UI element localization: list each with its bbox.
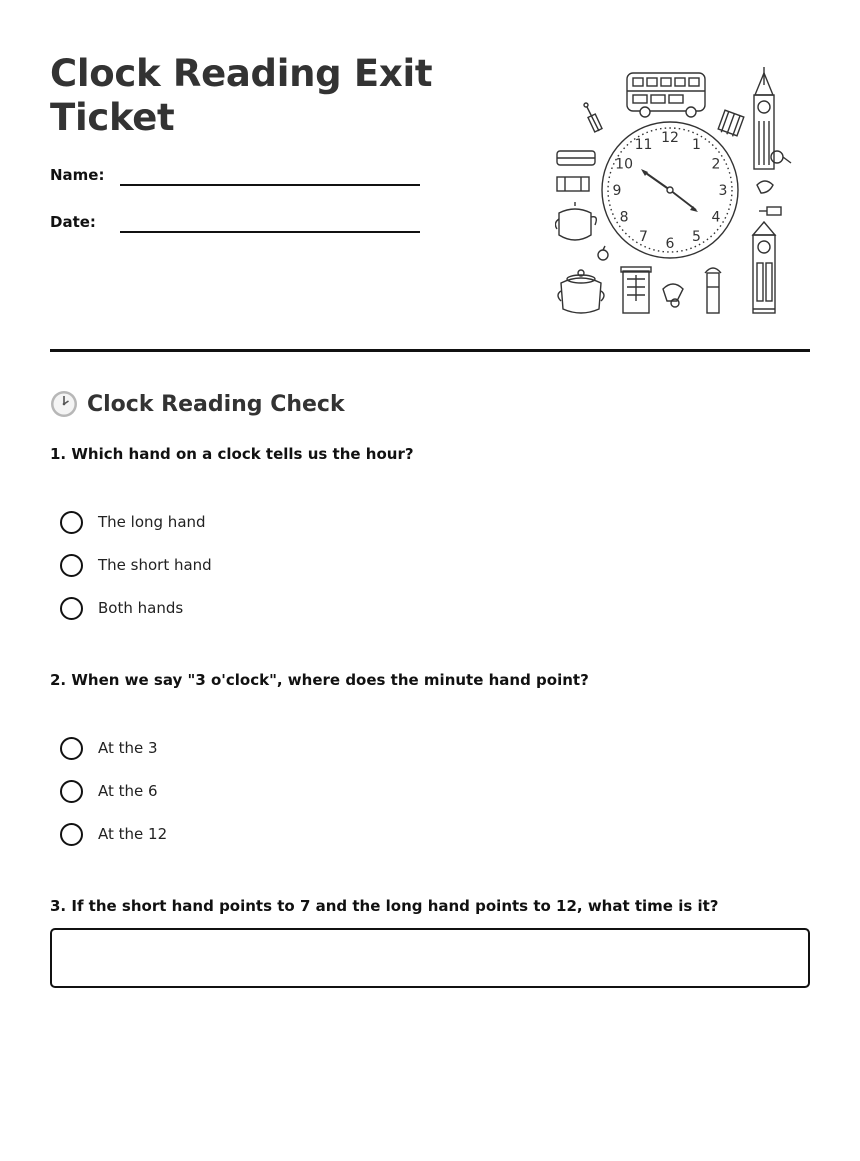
apple-icon	[598, 246, 608, 260]
q2-option-3[interactable]	[60, 821, 167, 847]
post-box-icon	[705, 268, 721, 313]
clock-number: 1	[692, 137, 701, 154]
train-icon	[557, 151, 595, 165]
clock-number: 11	[634, 137, 653, 154]
sugar-pot-icon	[558, 270, 604, 313]
q2-option-2[interactable]	[60, 778, 158, 804]
q1-option-2[interactable]	[60, 552, 212, 578]
q1-option-1[interactable]	[60, 509, 206, 535]
double-decker-bus-icon	[627, 73, 705, 117]
lamp-icon	[759, 207, 781, 215]
option-label: Both hands	[98, 599, 184, 617]
name-field[interactable]	[50, 166, 420, 190]
teapot-icon	[555, 202, 596, 240]
clock-number: 6	[665, 236, 675, 252]
q1-option-3[interactable]	[60, 595, 183, 621]
page-title: Clock Reading Exit Ticket	[50, 52, 433, 139]
option-label: The long hand	[98, 513, 206, 531]
big-ben-small-icon	[753, 222, 775, 313]
answer-input[interactable]	[50, 928, 810, 988]
clock-number: 7	[639, 228, 648, 245]
clock-number: 8	[619, 209, 629, 226]
radio-button[interactable]	[60, 823, 83, 846]
question-2: 2. When we say "3 o'clock", where does the minute hand point?	[50, 671, 589, 689]
big-ben-icon	[754, 67, 774, 169]
date-line[interactable]	[120, 231, 420, 233]
question-3: 3. If the short hand points to 7 and the long hand points to 12, what time is it?	[50, 897, 719, 915]
clock-number: 9	[612, 183, 622, 199]
radio-button[interactable]	[60, 780, 83, 803]
option-label: The short hand	[98, 556, 212, 574]
radio-button[interactable]	[60, 511, 83, 534]
q2-option-1[interactable]	[60, 735, 158, 761]
question-1: 1. Which hand on a clock tells us the hour?	[50, 445, 414, 463]
sign-icon	[557, 177, 589, 191]
london-clock-illustration-icon	[555, 65, 795, 320]
section-heading	[50, 388, 345, 420]
header-divider	[50, 349, 810, 352]
date-field[interactable]	[50, 213, 420, 237]
clock-number: 5	[692, 228, 701, 245]
clock-number: 3	[718, 183, 728, 199]
radio-button[interactable]	[60, 554, 83, 577]
option-label: At the 6	[98, 782, 158, 800]
radio-button[interactable]	[60, 737, 83, 760]
date-label: Date:	[50, 213, 96, 231]
option-label: At the 3	[98, 739, 158, 757]
name-label: Name:	[50, 166, 105, 184]
tea-cup-icon	[663, 284, 683, 307]
clock-number: 10	[615, 156, 634, 173]
clock-face-icon	[602, 122, 738, 258]
teacup-icon	[757, 181, 773, 193]
header	[50, 0, 810, 350]
clock-emoji-icon	[50, 390, 78, 418]
option-label: At the 12	[98, 825, 168, 843]
clock-number: 4	[711, 209, 721, 226]
section-title: Clock Reading Check	[87, 391, 345, 417]
name-line[interactable]	[120, 184, 420, 186]
guard-icon	[584, 103, 602, 132]
tower-icon	[718, 110, 744, 136]
phone-box-icon	[621, 267, 651, 313]
clock-number: 2	[711, 156, 721, 173]
exit-ticket-page	[50, 0, 810, 915]
clock-number: 12	[661, 130, 679, 146]
radio-button[interactable]	[60, 597, 83, 620]
